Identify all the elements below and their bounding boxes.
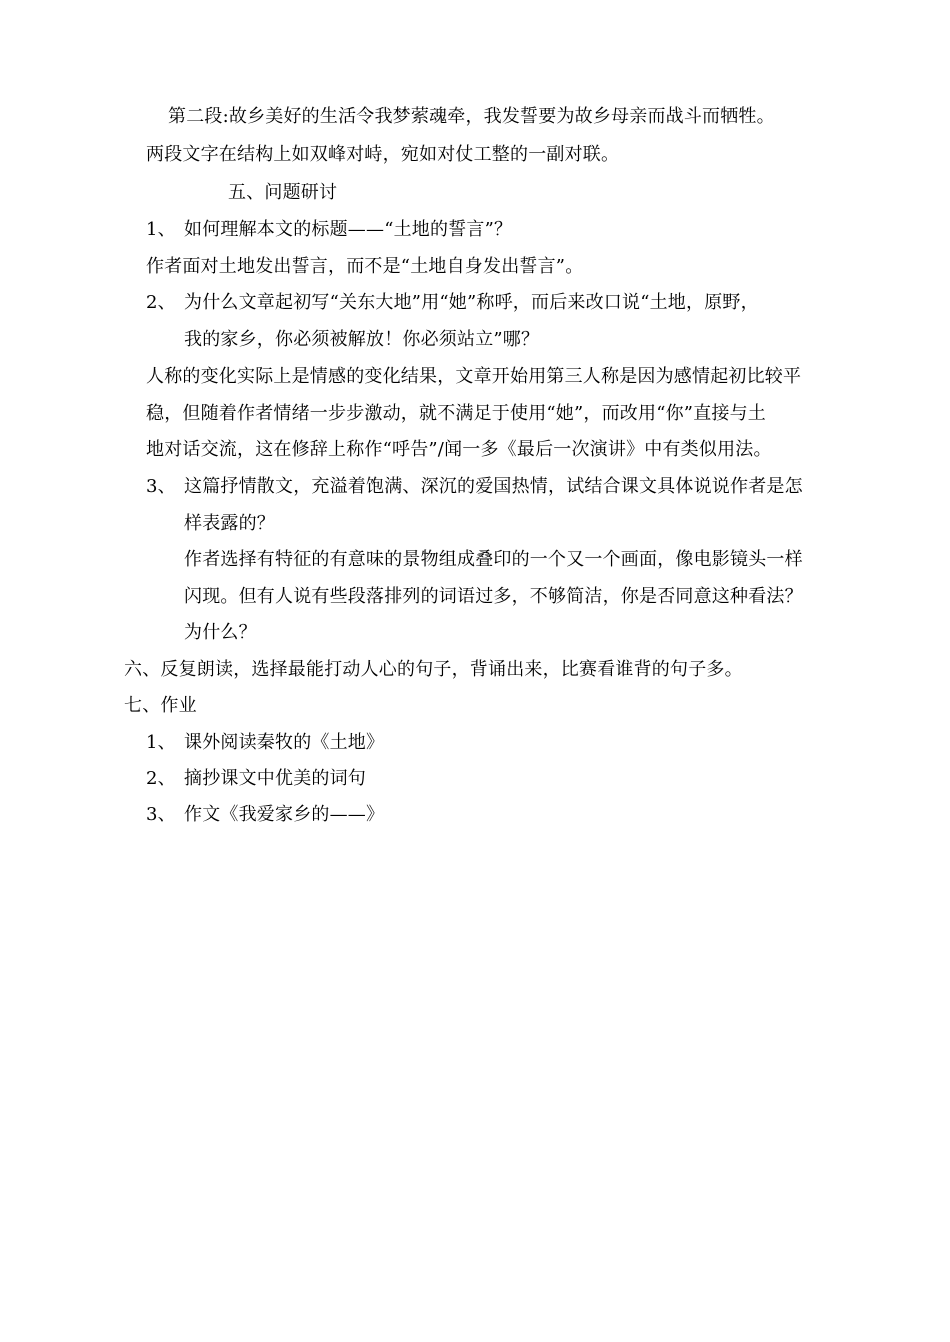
homework-2-number: 2、 xyxy=(146,768,176,789)
section-five-title: 五、问题研讨 xyxy=(228,182,338,203)
paragraph-structure-comment: 两段文字在结构上如双峰对峙，宛如对仗工整的一副对联。 xyxy=(146,144,620,165)
question-3-line-5: 为什么？ xyxy=(184,622,257,643)
homework-2 xyxy=(146,767,366,791)
homework-1-text: 课外阅读秦牧的《土地》 xyxy=(184,732,385,753)
homework-2-text: 摘抄课文中优美的词句 xyxy=(184,768,366,789)
homework-3 xyxy=(146,803,384,827)
section-seven-title: 七、作业 xyxy=(124,695,197,716)
question-1-text: 如何理解本文的标题——“土地的誓言”？ xyxy=(184,219,513,240)
question-3-line-1: 这篇抒情散文，充溢着饱满、深沉的爱国热情，试结合课文具体说说作者是怎 xyxy=(184,476,803,497)
question-3-number: 3、 xyxy=(146,476,176,497)
answer-2-line-1: 人称的变化实际上是情感的变化结果，文章开始用第三人称是因为感情起初比较平 xyxy=(146,366,802,387)
section-six: 六、反复朗读，选择最能打动人心的句子，背诵出来，比赛看谁背的句子多。 xyxy=(124,659,743,680)
question-1 xyxy=(146,218,512,242)
question-2-line-1: 为什么文章起初写“关东大地”用“她”称呼，而后来改口说“土地，原野， xyxy=(184,292,759,313)
homework-1-number: 1、 xyxy=(146,732,176,753)
answer-2-line-2: 稳，但随着作者情绪一步步激动，就不满足于使用“她”，而改用“你”直接与土 xyxy=(146,403,767,424)
homework-3-number: 3、 xyxy=(146,804,176,825)
question-3-line-3: 作者选择有特征的有意味的景物组成叠印的一个又一个画面，像电影镜头一样 xyxy=(184,549,803,570)
question-1-number: 1、 xyxy=(146,219,176,240)
homework-1 xyxy=(146,731,384,755)
question-3 xyxy=(146,475,803,499)
question-3-line-2: 样表露的？ xyxy=(184,513,275,534)
homework-3-text: 作文《我爱家乡的——》 xyxy=(184,804,385,825)
question-3-line-4: 闪现。但有人说有些段落排列的词语过多，不够简洁，你是否同意这种看法？ xyxy=(184,586,803,607)
question-2-number: 2、 xyxy=(146,292,176,313)
paragraph-second-section: 第二段:故乡美好的生活令我梦萦魂牵，我发誓要为故乡母亲而战斗而牺牲。 xyxy=(168,106,775,127)
question-2-line-2: 我的家乡，你必须被解放！你必须站立”哪？ xyxy=(184,329,540,350)
answer-2-line-3: 地对话交流，这在修辞上称作“呼告”/闻一多《最后一次演讲》中有类似用法。 xyxy=(146,439,772,460)
question-2 xyxy=(146,291,759,315)
answer-1: 作者面对土地发出誓言，而不是“土地自身发出誓言”。 xyxy=(146,256,584,277)
